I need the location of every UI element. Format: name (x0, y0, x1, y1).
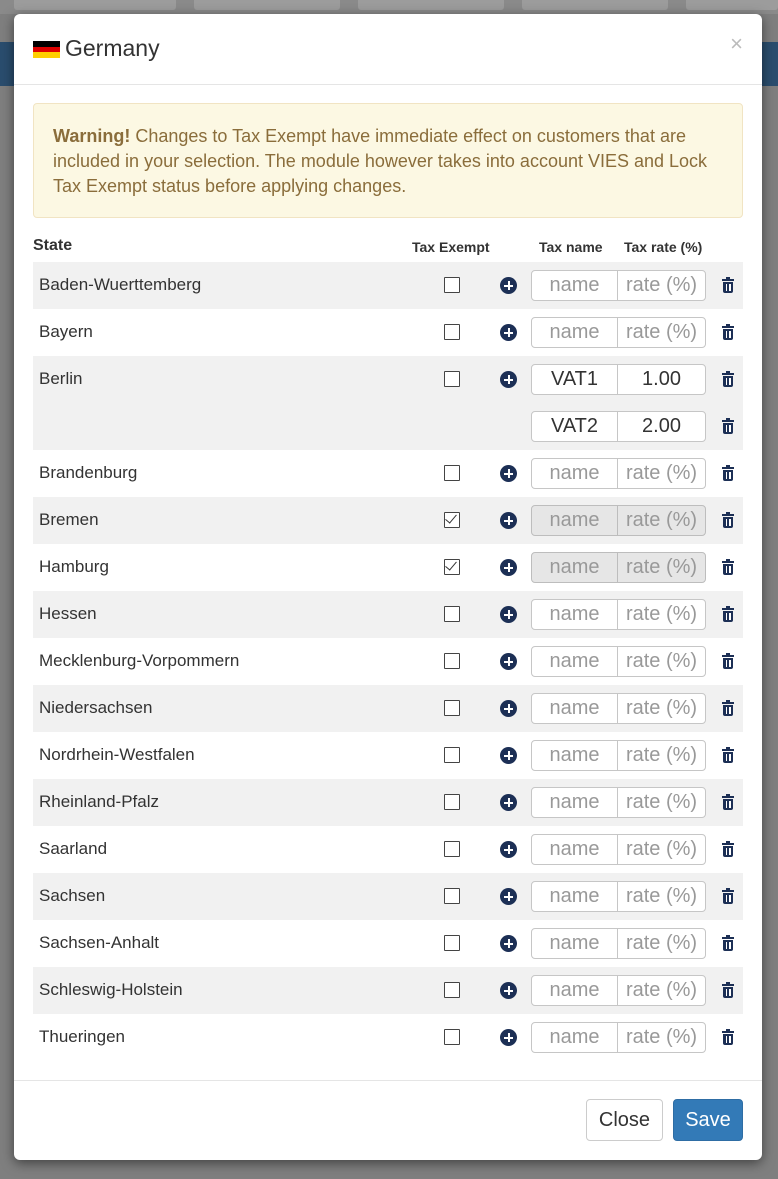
trash-icon-body (723, 893, 733, 904)
state-name: Hessen (39, 604, 97, 623)
state-name: Niedersachsen (39, 698, 153, 717)
state-name: Mecklenburg-Vorpommern (39, 651, 240, 670)
tax-name-input[interactable] (531, 458, 618, 489)
table-row (33, 450, 743, 497)
plus-circle-icon[interactable] (500, 888, 517, 905)
trash-icon-body (723, 940, 733, 951)
trash-icon[interactable] (722, 654, 734, 669)
table-row (33, 826, 743, 873)
tax-exempt-column-header: Tax Exempt (412, 239, 490, 255)
tax-name-input[interactable] (531, 599, 618, 630)
state-table (33, 262, 743, 1061)
tax-exempt-checkbox[interactable] (444, 794, 460, 810)
tax-name-input[interactable] (531, 787, 618, 818)
state-name: Berlin (39, 369, 83, 388)
state-name: Bayern (39, 322, 93, 341)
plus-circle-icon[interactable] (500, 465, 517, 482)
tax-exempt-checkbox[interactable] (444, 277, 460, 293)
tax-exempt-checkbox[interactable] (444, 700, 460, 716)
plus-circle-icon[interactable] (500, 794, 517, 811)
state-name: Saarland (39, 839, 108, 858)
trash-icon-lid (722, 890, 734, 892)
trash-icon[interactable] (722, 1030, 734, 1045)
table-row (33, 356, 743, 450)
table-row (33, 544, 743, 591)
state-name: Bremen (39, 510, 99, 529)
tax-name-column-header: Tax name (539, 239, 603, 255)
trash-icon-body (723, 658, 733, 669)
trash-icon-body (723, 564, 733, 575)
trash-icon[interactable] (722, 748, 734, 763)
tax-rate-column-header: Tax rate (%) (624, 239, 703, 255)
table-row (33, 920, 743, 967)
warning-text: Changes to Tax Exempt have immediate effect on customers that are included in your selection. The module however takes into account VIES and Lock Tax Exempt status before applying changes. (53, 126, 708, 196)
tax-name-input[interactable] (531, 364, 618, 395)
plus-circle-icon[interactable] (500, 653, 517, 670)
tax-rate-input[interactable] (617, 740, 706, 771)
tax-exempt-checkbox[interactable] (444, 935, 460, 951)
table-row (33, 262, 743, 309)
tax-rate-input[interactable] (617, 834, 706, 865)
tax-rate-input[interactable] (617, 411, 706, 442)
close-button[interactable]: Close (586, 1099, 663, 1141)
state-column-header: State (33, 237, 73, 254)
state-name: Sachsen (39, 886, 106, 905)
trash-icon-body (723, 846, 733, 857)
table-row (33, 967, 743, 1014)
tax-rate-input[interactable] (617, 317, 706, 348)
tax-rate-input[interactable] (617, 458, 706, 489)
germany-flag-icon (33, 41, 60, 58)
tax-name-input[interactable] (531, 975, 618, 1006)
trash-icon-lid (722, 937, 734, 939)
trash-icon-body (723, 282, 733, 293)
backdrop-tab (358, 0, 504, 10)
trash-icon-body (723, 611, 733, 622)
trash-icon[interactable] (722, 936, 734, 951)
trash-icon-lid (722, 467, 734, 469)
plus-circle-icon[interactable] (500, 324, 517, 341)
table-row (33, 497, 743, 544)
plus-circle-icon[interactable] (500, 512, 517, 529)
state-name: Rheinland-Pfalz (39, 792, 160, 811)
tax-modal (14, 14, 762, 1160)
trash-icon[interactable] (722, 983, 734, 998)
trash-icon-lid (722, 984, 734, 986)
trash-icon-body (723, 987, 733, 998)
trash-icon[interactable] (722, 701, 734, 716)
flag-stripe-gold (33, 52, 60, 58)
state-name: Sachsen-Anhalt (39, 933, 160, 952)
tax-name-input[interactable] (531, 834, 618, 865)
tax-name-input[interactable] (531, 881, 618, 912)
trash-icon[interactable] (722, 889, 734, 904)
plus-circle-icon[interactable] (500, 277, 517, 294)
tax-exempt-checkbox[interactable] (444, 841, 460, 857)
tax-rate-input[interactable] (617, 270, 706, 301)
tax-rate-input[interactable] (617, 975, 706, 1006)
trash-icon-lid (722, 373, 734, 375)
backdrop-tab (686, 0, 778, 10)
tax-name-input[interactable] (531, 1022, 618, 1053)
tax-name-input[interactable] (531, 411, 618, 442)
tax-exempt-checkbox[interactable] (444, 465, 460, 481)
tax-rate-input[interactable] (617, 552, 706, 583)
trash-icon-lid (722, 561, 734, 563)
trash-icon-lid (722, 279, 734, 281)
tax-exempt-checkbox[interactable] (444, 653, 460, 669)
close-icon[interactable]: × (730, 31, 743, 56)
state-name: Schleswig-Holstein (39, 980, 183, 999)
warning-label: Warning! (53, 126, 131, 146)
state-name: Thueringen (39, 1027, 126, 1046)
tax-name-input[interactable] (531, 928, 618, 959)
trash-icon-lid (722, 1031, 734, 1033)
trash-icon-lid (722, 749, 734, 751)
tax-exempt-checkbox[interactable] (444, 606, 460, 622)
tax-name-input[interactable] (531, 317, 618, 348)
table-header (33, 236, 743, 262)
tax-rate-input[interactable] (617, 646, 706, 677)
trash-icon-body (723, 799, 733, 810)
tax-rate-input[interactable] (617, 599, 706, 630)
trash-icon-body (723, 376, 733, 387)
tax-name-input[interactable] (531, 646, 618, 677)
plus-circle-icon[interactable] (500, 606, 517, 623)
trash-icon-lid (722, 655, 734, 657)
tax-exempt-checkbox[interactable] (444, 1029, 460, 1045)
table-row (33, 873, 743, 920)
plus-circle-icon[interactable] (500, 1029, 517, 1046)
modal-header (14, 14, 762, 85)
trash-icon[interactable] (722, 560, 734, 575)
trash-icon-body (723, 517, 733, 528)
trash-icon-lid (722, 420, 734, 422)
tax-rate-input[interactable] (617, 1022, 706, 1053)
tax-rate-input[interactable] (617, 881, 706, 912)
plus-circle-icon[interactable] (500, 700, 517, 717)
trash-icon[interactable] (722, 795, 734, 810)
trash-icon[interactable] (722, 278, 734, 293)
state-name: Baden-Wuerttemberg (39, 275, 202, 294)
tax-name-input[interactable] (531, 740, 618, 771)
trash-icon-lid (722, 326, 734, 328)
tax-exempt-checkbox[interactable] (444, 982, 460, 998)
trash-icon[interactable] (722, 372, 734, 387)
trash-icon-body (723, 1034, 733, 1045)
trash-icon[interactable] (722, 513, 734, 528)
trash-icon-body (723, 752, 733, 763)
state-name: Nordrhein-Westfalen (39, 745, 195, 764)
warning-alert (33, 103, 743, 218)
checkmark-icon (445, 511, 457, 523)
plus-circle-icon[interactable] (500, 371, 517, 388)
state-name: Hamburg (39, 557, 109, 576)
table-row (33, 1014, 743, 1061)
plus-circle-icon[interactable] (500, 982, 517, 999)
tax-exempt-checkbox[interactable] (444, 559, 460, 575)
trash-icon-lid (722, 514, 734, 516)
plus-circle-icon[interactable] (500, 747, 517, 764)
trash-icon[interactable] (722, 842, 734, 857)
tax-rate-input[interactable] (617, 693, 706, 724)
backdrop-tab (14, 0, 176, 10)
plus-circle-icon[interactable] (500, 841, 517, 858)
backdrop-bottom (0, 1160, 778, 1179)
trash-icon-lid (722, 796, 734, 798)
tax-rate-input[interactable] (617, 928, 706, 959)
trash-icon[interactable] (722, 419, 734, 434)
tax-exempt-checkbox[interactable] (444, 512, 460, 528)
tax-name-input[interactable] (531, 270, 618, 301)
trash-icon[interactable] (722, 466, 734, 481)
backdrop-tab (522, 0, 668, 10)
table-row (33, 638, 743, 685)
checkmark-icon (445, 558, 457, 570)
plus-circle-icon[interactable] (500, 559, 517, 576)
save-button[interactable]: Save (673, 1099, 743, 1141)
tax-name-input[interactable] (531, 693, 618, 724)
trash-icon-body (723, 705, 733, 716)
trash-icon[interactable] (722, 607, 734, 622)
plus-circle-icon[interactable] (500, 935, 517, 952)
table-row (33, 779, 743, 826)
modal-title: Germany (65, 35, 160, 61)
tax-exempt-checkbox[interactable] (444, 747, 460, 763)
tax-exempt-checkbox[interactable] (444, 888, 460, 904)
tax-rate-input[interactable] (617, 364, 706, 395)
tax-name-input[interactable] (531, 552, 618, 583)
table-row (33, 591, 743, 638)
trash-icon[interactable] (722, 325, 734, 340)
trash-icon-body (723, 329, 733, 340)
trash-icon-body (723, 470, 733, 481)
table-row (33, 685, 743, 732)
state-name: Brandenburg (39, 463, 138, 482)
trash-icon-lid (722, 608, 734, 610)
tax-rate-input[interactable] (617, 505, 706, 536)
trash-icon-lid (722, 843, 734, 845)
backdrop-tab (194, 0, 340, 10)
trash-icon-lid (722, 702, 734, 704)
table-row (33, 309, 743, 356)
tax-exempt-checkbox[interactable] (444, 371, 460, 387)
tax-name-input[interactable] (531, 505, 618, 536)
tax-exempt-checkbox[interactable] (444, 324, 460, 340)
trash-icon-body (723, 423, 733, 434)
modal-footer (14, 1080, 762, 1160)
tax-rate-input[interactable] (617, 787, 706, 818)
table-row (33, 732, 743, 779)
